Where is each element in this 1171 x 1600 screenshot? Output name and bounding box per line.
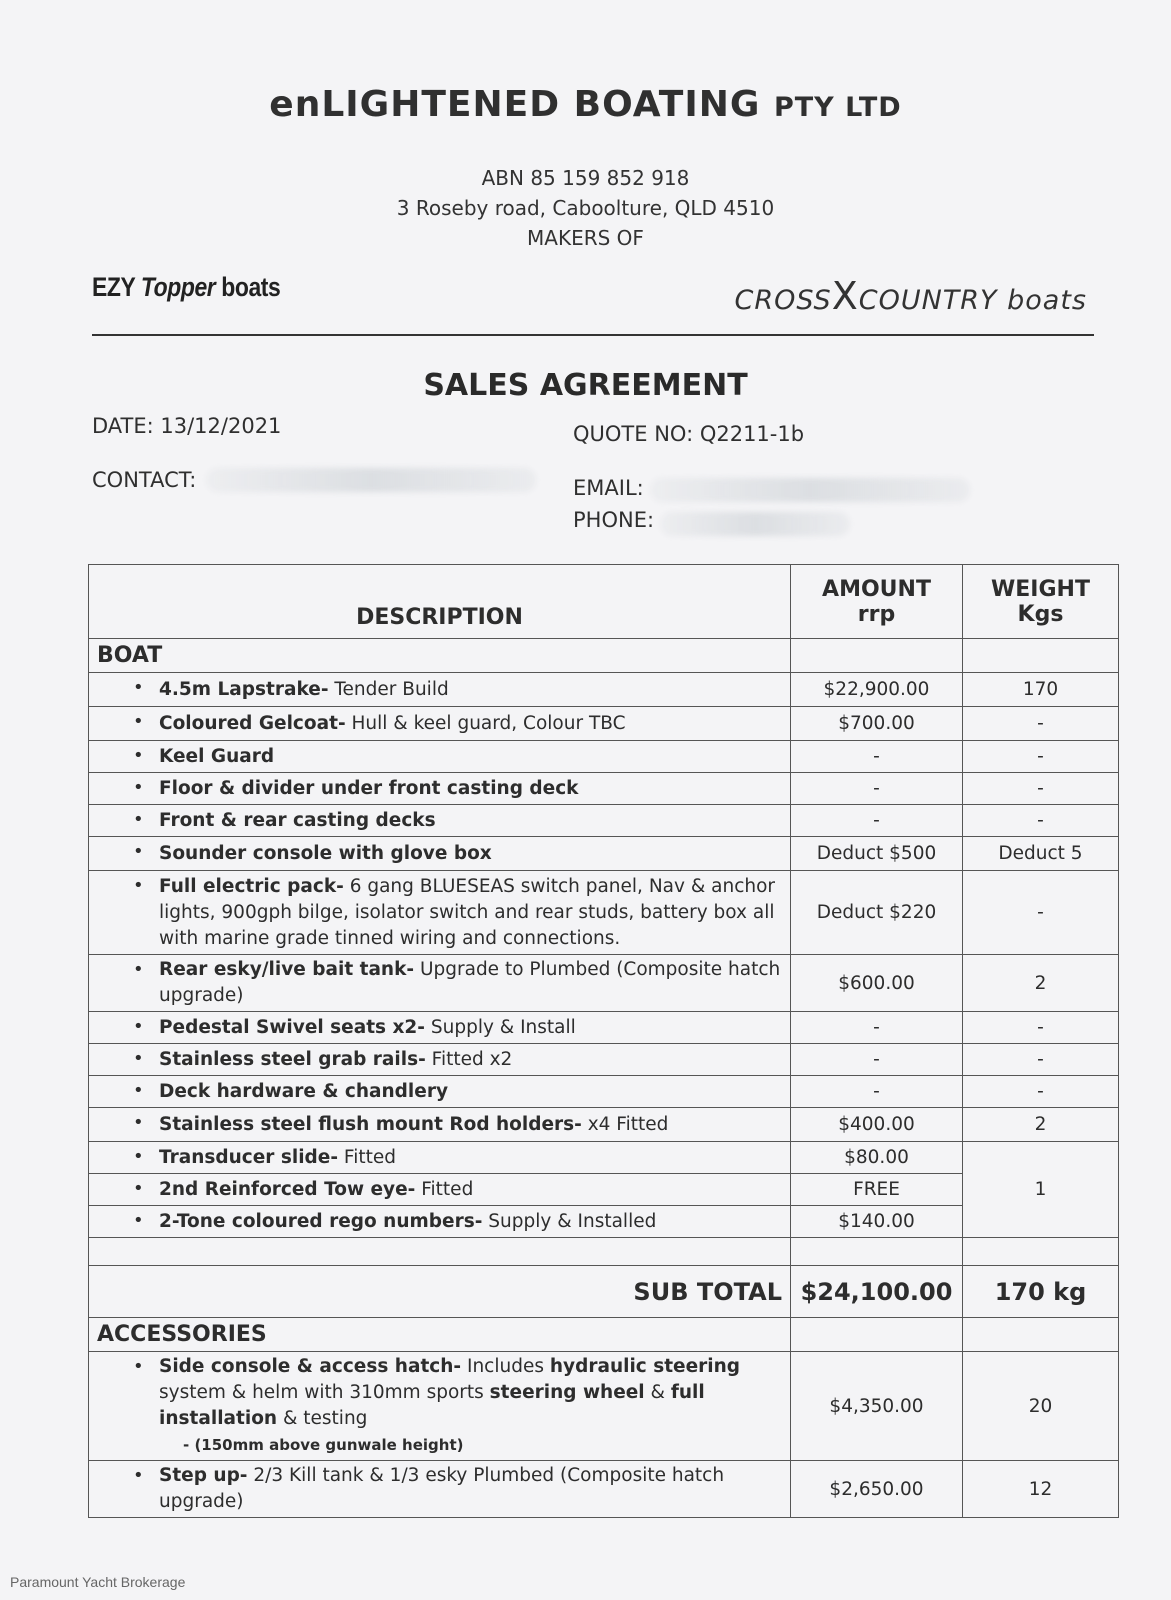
subtotal-label: SUB TOTAL xyxy=(89,1266,791,1318)
item-amount: $22,900.00 xyxy=(791,673,963,707)
item-weight: - xyxy=(963,1012,1119,1044)
subtotal-row xyxy=(89,1266,1119,1318)
item-amount: Deduct $220 xyxy=(791,871,963,955)
phone-label: PHONE: xyxy=(573,508,655,532)
item-title: Sounder console with glove box xyxy=(159,842,492,864)
item-title: Keel Guard xyxy=(159,745,275,767)
boats-word-left: boats xyxy=(221,272,281,302)
item-text: Fitted xyxy=(338,1146,396,1168)
item-amount: $80.00 xyxy=(791,1142,963,1174)
sales-table xyxy=(88,564,1119,1518)
item-amount: $400.00 xyxy=(791,1108,963,1142)
table-row xyxy=(89,805,1119,837)
header-amount xyxy=(791,565,963,639)
company-name xyxy=(0,84,1171,125)
item-emphasis: full installation xyxy=(159,1382,705,1429)
item-title: Rear esky/live bait tank- xyxy=(159,959,415,980)
item-note: - (150mm above gunwale height) xyxy=(183,1436,464,1454)
item-title: 2-Tone coloured rego numbers- xyxy=(159,1210,483,1232)
rrp-label: rrp xyxy=(857,601,896,627)
item-description xyxy=(89,1044,791,1076)
email-redacted xyxy=(650,478,970,502)
email-label: EMAIL: xyxy=(573,476,644,500)
company-main: enLIGHTENED BOATING xyxy=(269,84,761,125)
item-weight: 2 xyxy=(963,1108,1119,1142)
item-title: Floor & divider under front casting deck xyxy=(159,777,579,799)
table-header-row xyxy=(89,565,1119,639)
item-text: 2/3 Kill tank & 1/3 esky Plumbed (Composite hatch upgrade) xyxy=(159,1465,725,1512)
ezy-topper-logo xyxy=(92,272,280,303)
item-title: Pedestal Swivel seats x2- xyxy=(159,1016,425,1038)
amount-label: AMOUNT xyxy=(822,576,931,602)
makers-of: MAKERS OF xyxy=(527,226,644,250)
item-amount: - xyxy=(791,741,963,773)
table-row xyxy=(89,1352,1119,1461)
item-amount: $140.00 xyxy=(791,1206,963,1238)
item-emphasis: steering wheel xyxy=(489,1382,645,1403)
item-title: Stainless steel flush mount Rod holders- xyxy=(159,1113,582,1135)
item-text: Includes xyxy=(461,1356,550,1377)
table-row xyxy=(89,1044,1119,1076)
item-weight: 170 xyxy=(963,673,1119,707)
weight-label: WEIGHT xyxy=(991,576,1090,602)
item-weight: - xyxy=(963,1044,1119,1076)
item-weight: - xyxy=(963,773,1119,805)
item-text: Fitted x2 xyxy=(425,1048,513,1070)
item-title: 4.5m Lapstrake- xyxy=(159,678,329,700)
item-weight: 2 xyxy=(963,955,1119,1012)
item-description xyxy=(89,773,791,805)
item-amount: $700.00 xyxy=(791,707,963,741)
item-amount: FREE xyxy=(791,1174,963,1206)
item-text: system & helm with 310mm sports xyxy=(159,1382,490,1403)
item-title: Stainless steel grab rails- xyxy=(159,1048,426,1070)
table-row xyxy=(89,1108,1119,1142)
item-text: Fitted xyxy=(415,1178,474,1200)
abn: ABN 85 159 852 918 xyxy=(481,166,690,190)
item-title: Step up- xyxy=(159,1465,248,1486)
company-suffix: PTY LTD xyxy=(773,92,902,123)
item-amount: - xyxy=(791,805,963,837)
table-row xyxy=(89,1461,1119,1518)
item-weight: - xyxy=(963,741,1119,773)
table-row xyxy=(89,1012,1119,1044)
blank-row xyxy=(89,1238,1119,1266)
item-text: x4 Fitted xyxy=(581,1113,669,1135)
item-description xyxy=(89,1461,791,1518)
section-row xyxy=(89,1318,1119,1352)
quote-field: QUOTE NO: Q2211-1b xyxy=(573,422,805,446)
item-text: 6 gang BLUESEAS switch panel, Nav & anchor lights, 900gph bilge, isolator switch and rear studs, battery box all with marine grade tinned wiring and connections. xyxy=(159,875,776,949)
address: 3 Roseby road, Caboolture, QLD 4510 xyxy=(396,196,775,220)
header-divider xyxy=(92,334,1094,336)
item-amount: $4,350.00 xyxy=(791,1352,963,1461)
kgs-label: Kgs xyxy=(1017,601,1064,627)
boats-word-right: boats xyxy=(1007,285,1087,316)
item-description xyxy=(89,673,791,707)
item-text: Tender Build xyxy=(328,678,449,700)
item-description xyxy=(89,1206,791,1238)
item-amount: Deduct $500 xyxy=(791,837,963,871)
item-amount: $600.00 xyxy=(791,955,963,1012)
item-description xyxy=(89,707,791,741)
item-amount: - xyxy=(791,1076,963,1108)
item-text: Hull & keel guard, Colour TBC xyxy=(345,712,626,734)
item-weight: 12 xyxy=(963,1461,1119,1518)
item-description xyxy=(89,871,791,955)
table-row xyxy=(89,773,1119,805)
table-row xyxy=(89,741,1119,773)
contact-label: CONTACT: xyxy=(92,468,197,492)
ezy-word: EZY xyxy=(92,272,135,302)
item-description xyxy=(89,1352,791,1461)
item-weight: - xyxy=(963,871,1119,955)
item-description xyxy=(89,1142,791,1174)
table-row xyxy=(89,673,1119,707)
item-amount: $2,650.00 xyxy=(791,1461,963,1518)
item-weight: 20 xyxy=(963,1352,1119,1461)
item-description xyxy=(89,1012,791,1044)
item-emphasis: hydraulic steering xyxy=(549,1356,741,1377)
item-weight: 1 xyxy=(963,1142,1119,1238)
item-amount: - xyxy=(791,773,963,805)
cross-word: CROSS xyxy=(734,285,832,316)
table-row xyxy=(89,707,1119,741)
item-amount: - xyxy=(791,1012,963,1044)
crosscountry-logo xyxy=(735,274,1088,318)
section-boat: BOAT xyxy=(89,639,791,673)
topper-word: Topper xyxy=(140,272,216,302)
item-description xyxy=(89,837,791,871)
item-weight: - xyxy=(963,1076,1119,1108)
watermark-footer: Paramount Yacht Brokerage xyxy=(10,1574,186,1590)
item-description xyxy=(89,1076,791,1108)
section-accessories: ACCESSORIES xyxy=(89,1318,791,1352)
item-weight: - xyxy=(963,805,1119,837)
table-row xyxy=(89,1142,1119,1174)
item-title: Full electric pack- xyxy=(159,875,344,897)
item-title: 2nd Reinforced Tow eye- xyxy=(159,1178,416,1200)
item-title: Transducer slide- xyxy=(159,1146,339,1168)
subtotal-amount: $24,100.00 xyxy=(791,1266,963,1318)
item-title: Coloured Gelcoat- xyxy=(159,712,346,734)
item-description xyxy=(89,1108,791,1142)
item-text: Upgrade to Plumbed (Composite hatch upgrade) xyxy=(159,959,781,1006)
item-weight: - xyxy=(963,707,1119,741)
item-amount: - xyxy=(791,1044,963,1076)
item-text: & xyxy=(644,1382,671,1403)
country-word: COUNTRY xyxy=(858,285,998,316)
table-row xyxy=(89,871,1119,955)
x-mark: X xyxy=(831,274,859,318)
item-text: & testing xyxy=(277,1408,368,1429)
item-text: Supply & Install xyxy=(424,1016,576,1038)
phone-redacted xyxy=(660,512,850,536)
contact-redacted xyxy=(206,468,536,492)
item-description xyxy=(89,805,791,837)
item-description xyxy=(89,1174,791,1206)
table-row xyxy=(89,1076,1119,1108)
item-weight: Deduct 5 xyxy=(963,837,1119,871)
item-text: Supply & Installed xyxy=(482,1210,657,1232)
item-description xyxy=(89,955,791,1012)
header-description: DESCRIPTION xyxy=(89,565,791,639)
item-title: Front & rear casting decks xyxy=(159,809,436,831)
section-row xyxy=(89,639,1119,673)
header-weight xyxy=(963,565,1119,639)
table-row xyxy=(89,837,1119,871)
table-row xyxy=(89,955,1119,1012)
date-field: DATE: 13/12/2021 xyxy=(92,414,282,438)
item-title: Side console & access hatch- xyxy=(159,1356,462,1377)
item-title: Deck hardware & chandlery xyxy=(159,1080,448,1102)
item-description xyxy=(89,741,791,773)
document-title: SALES AGREEMENT xyxy=(423,368,748,403)
subtotal-weight: 170 kg xyxy=(963,1266,1119,1318)
